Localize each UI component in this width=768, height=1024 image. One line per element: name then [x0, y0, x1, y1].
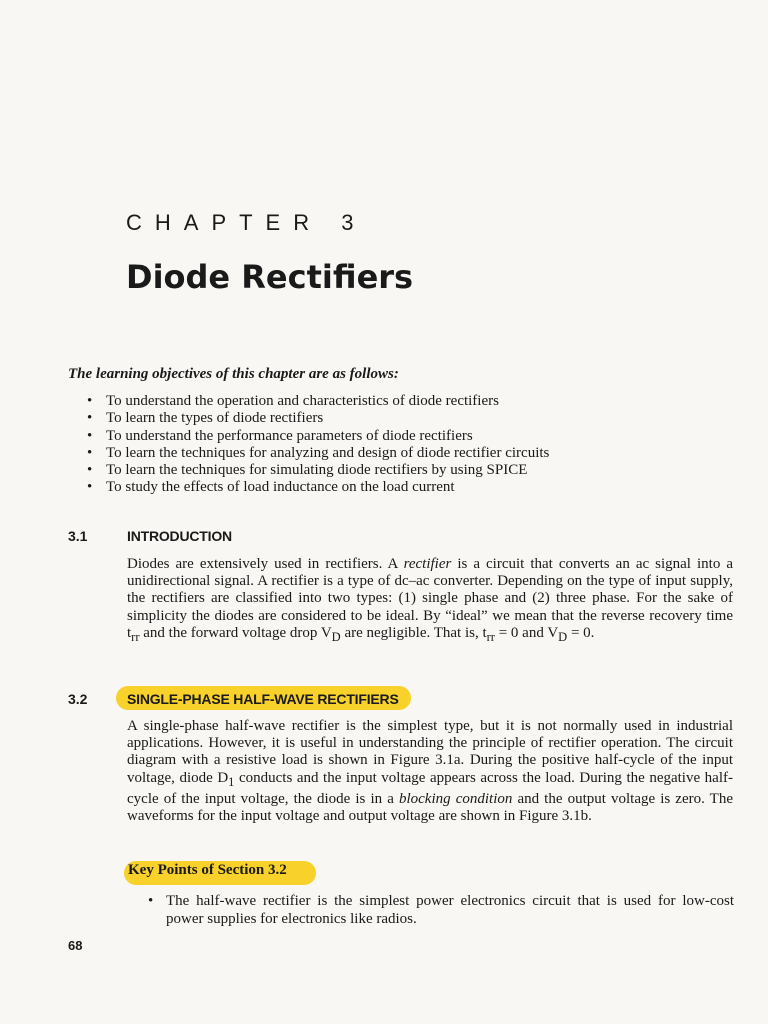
introduction-paragraph [127, 556, 733, 646]
key-point-item: • The half-wave rectifier is the simplest power electronics circuit that is used for low-cost power supplies for electronics like radios. [148, 893, 734, 928]
subscript: D [558, 629, 568, 644]
subscript: rr [486, 629, 495, 644]
half-wave-paragraph [127, 718, 733, 825]
chapter-title: Diode Rectifiers [126, 258, 414, 296]
text-run: and the forward voltage drop V [139, 624, 332, 641]
text-run: is a circuit that converts an ac signal into a unidirectional signal. A rectifier is a type of dc–ac converter. Depending on the type of input supply, the rectifiers are classified into two types: (1) single phase and (2) three phase. For the sake of simplicity the diodes are considered to be ideal. By “ideal” we mean that the reverse recovery time t [127, 556, 733, 641]
objective-item: • To learn the types of diode rectifiers [87, 410, 549, 427]
section-heading: SINGLE-PHASE HALF-WAVE RECTIFIERS [127, 691, 399, 707]
text-run: = 0. [567, 624, 595, 641]
term-blocking-condition: blocking condition [398, 790, 513, 807]
objective-item: • To understand the performance parameters of diode rectifiers [87, 428, 549, 445]
text-run: A single-phase half-wave rectifier is the simplest type, but it is not normally used in industrial applications. However, it is useful in understanding the principle of rectifier operation. The circuit diagram with a resistive load is shown in Figure 3.1a. During the positive half-cycle of the input voltage, diode D [127, 718, 733, 786]
objective-item: • To understand the operation and characteristics of diode rectifiers [87, 393, 549, 410]
subscript: rr [131, 629, 140, 644]
text-run: Diodes are extensively used in rectifiers. A [127, 556, 404, 572]
key-points-title: Key Points of Section 3.2 [128, 862, 287, 878]
text-run: = 0 and V [494, 624, 559, 641]
text-run: conducts and the input voltage appears across the load. During the negative half-cycle of the input voltage, the diode is in a [127, 769, 733, 807]
page-number: 68 [68, 938, 83, 953]
subscript: D [331, 629, 341, 644]
text-run: are negligible. That is, t [340, 624, 487, 641]
objective-item: • To learn the techniques for analyzing and design of diode rectifier circuits [87, 445, 549, 462]
term-rectifier: rectifier [403, 556, 452, 572]
chapter-label: CHAPTER 3 [126, 210, 367, 235]
objectives-list [87, 393, 549, 497]
objective-item: • To learn the techniques for simulating diode rectifiers by using SPICE [87, 462, 549, 479]
text-run: and the output voltage is zero. The waveforms for the input voltage and output voltage are shown in Figure 3.1b. [127, 790, 733, 825]
section-heading: INTRODUCTION [127, 528, 232, 544]
section-number: 3.2 [68, 691, 88, 707]
objectives-intro: The learning objectives of this chapter are as follows: [68, 366, 399, 382]
key-points-list [148, 893, 734, 928]
section-number: 3.1 [68, 528, 88, 544]
objective-item: • To study the effects of load inductance on the load current [87, 479, 549, 496]
subscript: 1 [228, 774, 235, 789]
